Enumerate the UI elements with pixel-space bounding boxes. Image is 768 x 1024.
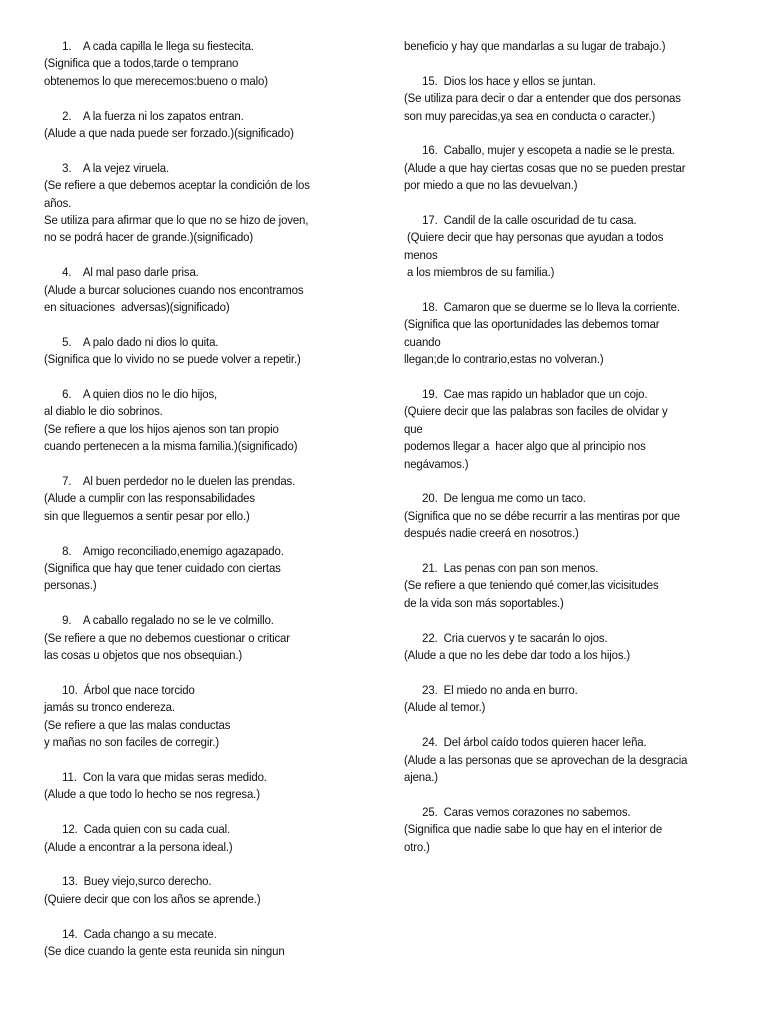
proverb-item-20	[404, 490, 734, 542]
proverb-explanation-line: son muy parecidas,ya sea en conducta o caracter.)	[404, 108, 656, 123]
proverb-item-23	[404, 682, 734, 717]
proverb-explanation-line: (Alude a burcar soluciones cuando nos encontramos	[44, 282, 304, 297]
proverb-explanation-line: (Significa que hay que tener cuidado con ciertas	[44, 561, 281, 576]
proverb-title: 13. Buey viejo,surco derecho.	[44, 874, 212, 889]
proverb-explanation-line: podemos llegar a hacer algo que al principio nos	[404, 439, 646, 454]
proverb-explanation-line: a los miembros de su familia.)	[404, 265, 555, 280]
proverb-explanation-line: cuando pertenecen a la misma familia.)(significado)	[44, 439, 298, 454]
spacer	[404, 612, 734, 629]
proverb-explanation-line: cuando	[404, 334, 441, 349]
spacer	[44, 369, 362, 386]
proverb-title: 15. Dios los hace y ellos se juntan.	[404, 73, 596, 88]
spacer	[404, 282, 734, 299]
proverb-item-3	[44, 160, 362, 247]
proverb-item-10	[44, 682, 362, 752]
proverb-explanation-line: en situaciones adversas)(significado)	[44, 300, 230, 315]
proverb-explanation-line: personas.)	[44, 578, 97, 593]
spacer	[44, 456, 362, 473]
proverb-explanation-line: (Se refiere a que debemos aceptar la condición de los	[44, 178, 310, 193]
proverb-explanation-line: (Se refiere a que los hijos ajenos son tan propio	[44, 421, 279, 436]
proverb-item-12	[44, 821, 362, 856]
spacer	[44, 247, 362, 264]
proverb-explanation-line: menos	[404, 247, 438, 262]
proverb-item-14	[44, 926, 362, 961]
proverb-explanation-line: (Se refiere a que las malas conductas	[44, 717, 231, 732]
proverb-explanation-line: por miedo a que no las devuelvan.)	[404, 178, 578, 193]
proverb-explanation-line: ajena.)	[404, 769, 438, 784]
proverb-title: 7. Al buen perdedor no le duelen las prendas.	[44, 474, 296, 489]
proverb-title: 6. A quien dios no le dio hijos,	[44, 387, 218, 402]
spacer	[44, 856, 362, 873]
spacer	[404, 473, 734, 490]
proverb-explanation-line: y mañas no son faciles de corregir.)	[44, 735, 219, 750]
proverb-item-4	[44, 264, 362, 316]
proverb-title: 11. Con la vara que midas seras medido.	[44, 769, 267, 784]
proverb-title: 19. Cae mas rapido un hablador que un cojo.	[404, 387, 648, 402]
proverb-explanation-line: (Alude a cumplir con las responsabilidades	[44, 491, 255, 506]
proverb-item-2	[44, 108, 362, 143]
proverb-item-8	[44, 543, 362, 595]
proverb-explanation-line: (Alude a encontrar a la persona ideal.)	[44, 839, 233, 854]
proverb-title: 24. Del árbol caído todos quieren hacer leña.	[404, 735, 647, 750]
proverb-explanation-line: de la vida son más soportables.)	[404, 595, 564, 610]
proverb-explanation-line: (Significa que no se débe recurrir a las mentiras por que	[404, 508, 681, 523]
spacer	[404, 717, 734, 734]
proverb-explanation-line: (Significa que a todos,tarde o temprano	[44, 56, 239, 71]
spacer	[44, 142, 362, 159]
proverb-title: 12. Cada quien con su cada cual.	[44, 822, 230, 837]
proverb-title: 5. A palo dado ni dios lo quita.	[44, 334, 219, 349]
proverb-title: 10. Árbol que nace torcido	[44, 682, 195, 697]
proverb-item-21	[404, 560, 734, 612]
proverb-explanation-line: negávamos.)	[404, 456, 469, 471]
proverb-explanation-line: al diablo le dio sobrinos.	[44, 404, 163, 419]
proverb-title: 2. A la fuerza ni los zapatos entran.	[44, 108, 244, 123]
proverb-title: 16. Caballo, mujer y escopeta a nadie se le presta.	[404, 143, 675, 158]
proverb-title: 23. El miedo no anda en burro.	[404, 682, 578, 697]
proverb-title: 9. A caballo regalado no se le ve colmillo.	[44, 613, 274, 628]
proverb-title: 1. A cada capilla le llega su fiestecita.	[44, 39, 254, 53]
proverb-title: 14. Cada chango a su mecate.	[44, 926, 217, 941]
proverb-item-18	[404, 299, 734, 369]
spacer	[404, 665, 734, 682]
proverb-title: 17. Candil de la calle oscuridad de tu casa.	[404, 213, 637, 228]
right-column	[404, 38, 734, 856]
spacer	[44, 316, 362, 333]
spacer	[44, 804, 362, 821]
proverb-explanation-line: (Se dice cuando la gente esta reunida sin ningun	[44, 943, 285, 958]
spacer	[404, 543, 734, 560]
spacer	[404, 786, 734, 803]
proverb-explanation-line: (Alude al temor.)	[404, 700, 486, 715]
spacer	[44, 908, 362, 925]
proverb-explanation-line: otro.)	[404, 839, 430, 854]
proverb-title: 21. Las penas con pan son menos.	[404, 561, 599, 576]
proverb-item-6	[44, 386, 362, 456]
spacer	[44, 752, 362, 769]
proverb-explanation-line: las cosas u objetos que nos obsequian.)	[44, 648, 243, 663]
proverb-item-13	[44, 873, 362, 908]
proverb-item-25	[404, 804, 734, 856]
proverb-explanation-line: (Quiere decir que con los años se aprende.)	[44, 891, 261, 906]
spacer	[404, 369, 734, 386]
proverb-explanation-line: que	[404, 421, 423, 436]
proverb-explanation-line: llegan;de lo contrario,estas no volveran.)	[404, 352, 604, 367]
proverb-explanation-line: (Alude a que no les debe dar todo a los hijos.)	[404, 648, 631, 663]
proverb-explanation-line: (Significa que lo vivido no se puede volver a repetir.)	[44, 352, 301, 367]
proverb-item-7	[44, 473, 362, 525]
spacer	[404, 55, 734, 72]
proverb-item-14-cont	[404, 38, 734, 55]
proverb-explanation-line: Se utiliza para afirmar que lo que no se hizo de joven,	[44, 213, 309, 228]
proverb-explanation-line: (Significa que las oportunidades las debemos tomar	[404, 317, 660, 332]
proverb-explanation-line: jamás su tronco endereza.	[44, 700, 175, 715]
proverb-item-9	[44, 612, 362, 664]
proverb-explanation-line: obtenemos lo que merecemos:bueno o malo)	[44, 73, 268, 88]
proverb-item-5	[44, 334, 362, 369]
proverb-item-1	[44, 38, 362, 90]
proverb-item-24	[404, 734, 734, 786]
proverb-explanation-line: (Quiere decir que hay personas que ayudan a todos	[404, 230, 664, 245]
proverb-title: 25. Caras vemos corazones no sabemos.	[404, 804, 631, 819]
spacer	[404, 125, 734, 142]
proverb-explanation-line: después nadie creerá en nosotros.)	[404, 526, 579, 541]
proverb-explanation-line: (Se refiere a que teniendo qué comer,las vicisitudes	[404, 578, 659, 593]
proverb-title: 8. Amigo reconciliado,enemigo agazapado.	[44, 543, 284, 558]
proverb-title: 18. Camaron que se duerme se lo lleva la corriente.	[404, 300, 680, 315]
proverb-title: 3. A la vejez viruela.	[44, 160, 169, 175]
proverb-title: 4. Al mal paso darle prisa.	[44, 265, 199, 280]
proverb-explanation-line: (Alude a que hay ciertas cosas que no se pueden prestar	[404, 160, 686, 175]
spacer	[404, 195, 734, 212]
spacer	[44, 595, 362, 612]
proverb-explanation-line: sin que lleguemos a sentir pesar por ello.)	[44, 508, 250, 523]
spacer	[44, 525, 362, 542]
proverb-explanation-line: (Se refiere a que no debemos cuestionar o criticar	[44, 630, 290, 645]
spacer	[44, 90, 362, 107]
proverb-explanation-line: (Se utiliza para decir o dar a entender que dos personas	[404, 91, 681, 106]
proverb-item-11	[44, 769, 362, 804]
proverb-explanation-line: (Quiere decir que las palabras son faciles de olvidar y	[404, 404, 668, 419]
proverb-explanation-line: (Alude a que todo lo hecho se nos regresa.)	[44, 787, 260, 802]
proverb-explanation-line: años.	[44, 195, 72, 210]
proverb-title: 20. De lengua me como un taco.	[404, 491, 586, 506]
proverb-explanation-line: no se podrá hacer de grande.)(significado)	[44, 230, 254, 245]
proverb-item-19	[404, 386, 734, 473]
left-column	[44, 38, 362, 960]
proverb-explanation-line: (Alude a las personas que se aprovechan de la desgracia	[404, 752, 688, 767]
proverb-explanation-line: (Alude a que nada puede ser forzado.)(significado)	[44, 126, 294, 141]
proverb-item-22	[404, 630, 734, 665]
proverb-item-17	[404, 212, 734, 282]
proverb-title: 22. Cria cuervos y te sacarán lo ojos.	[404, 630, 608, 645]
spacer	[44, 665, 362, 682]
proverb-explanation-line: (Significa que nadie sabe lo que hay en el interior de	[404, 822, 663, 837]
proverb-title: beneficio y hay que mandarlas a su lugar de trabajo.)	[404, 39, 666, 53]
proverb-item-16	[404, 142, 734, 194]
proverb-item-15	[404, 73, 734, 125]
